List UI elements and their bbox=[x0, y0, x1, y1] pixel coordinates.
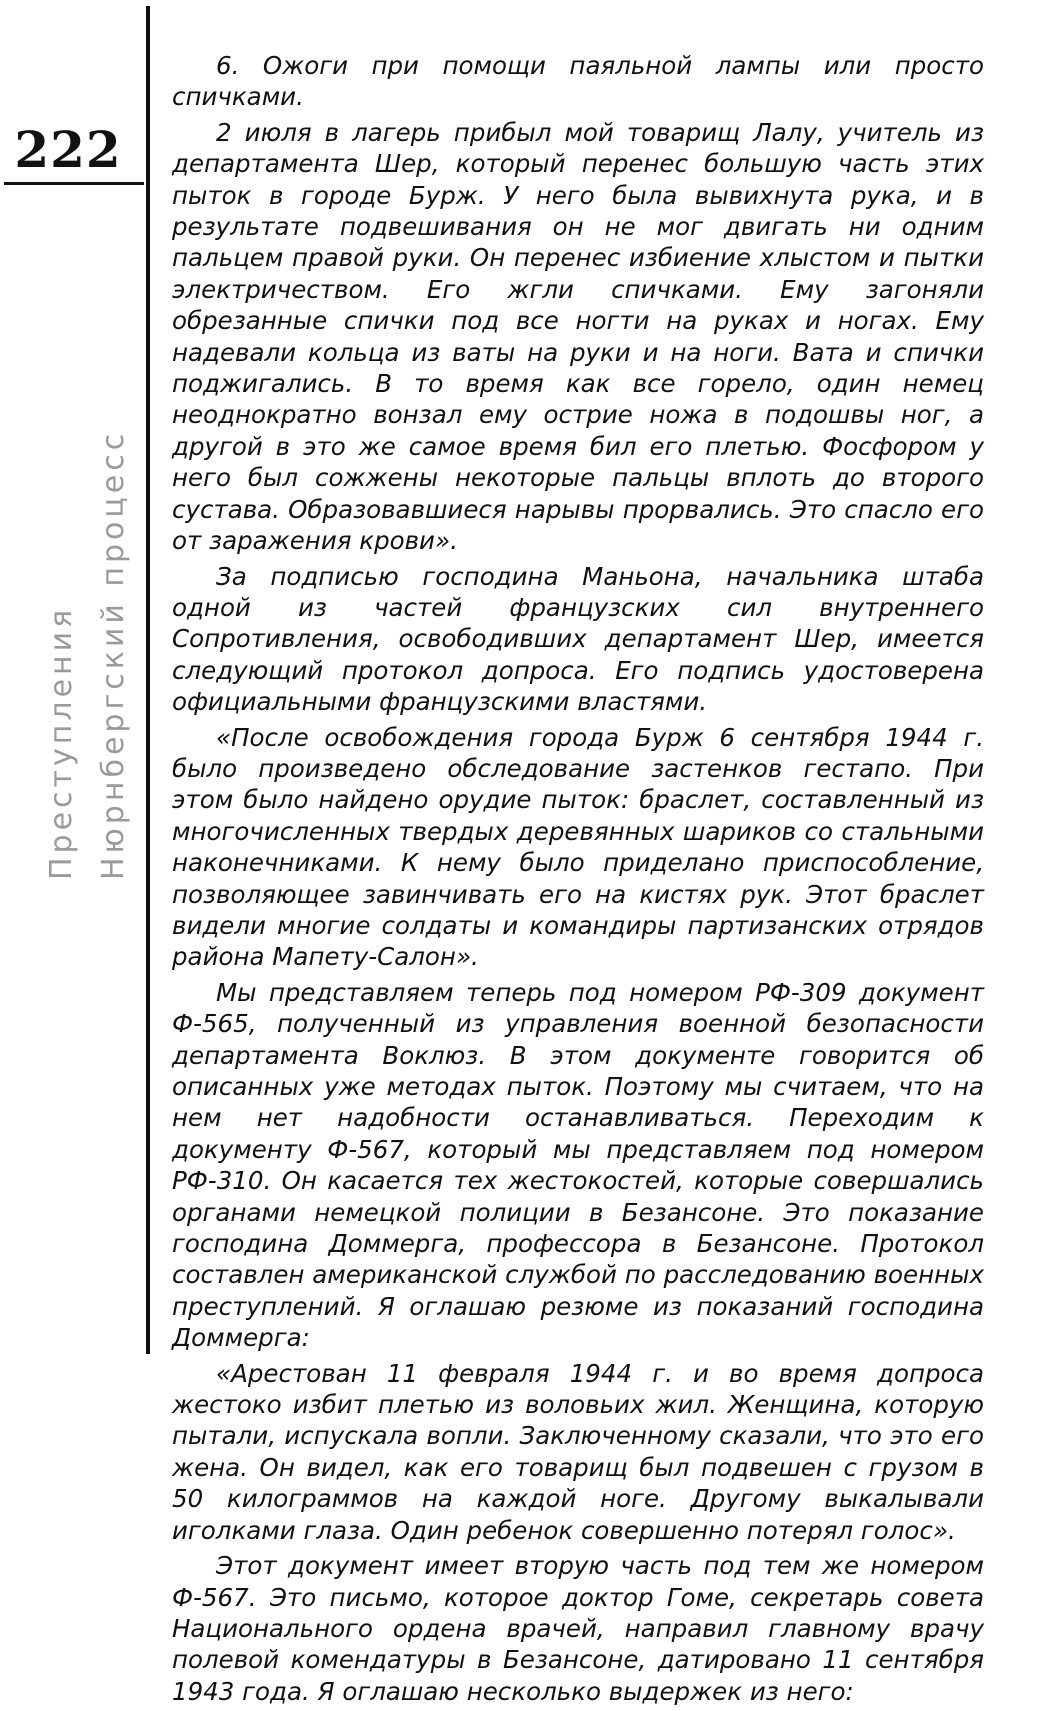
paragraph: Мы представляем теперь под номером РФ-309 документ Ф-565, полученный из управления военной безопасности департамента Воклюз. В этом документе говорится об описанных уже методах пыток. Поэтому мы считаем, что на нем нет надобности останавливаться. Переходим к документу Ф-567, который мы представляем под номером РФ-310. Он касается тех жестокостей, которые совершались органами немецкой полиции в Безансоне. Это показание господина Доммерга, профессора в Безансоне. Протокол составлен американской службой по расследованию военных преступлений. Я оглашаю резюме из показаний господина Доммерга: bbox=[172, 977, 984, 1353]
running-title-faded: Преступления bbox=[44, 605, 79, 880]
paragraph: 2 июля в лагерь прибыл мой товарищ Лалу, учитель из департамента Шер, который перенес большую часть этих пыток в городе Бурж. У него была вывихнута рука, и в результате подвешивания он не мог двигать ни одним пальцем правой руки. Он перенес избиение хлыстом и пытки электричеством. Его жгли спичками. Ему загоняли обрезанные спички под все ногти на руках и ногах. Ему надевали кольца из ваты на руки и на ноги. Вата и спички поджигались. В то время как все горело, один немец неоднократно вонзал ему острие ножа в подошвы ног, а другой в это же самое время бил его плетью. Фосфором у него был сожжены некоторые пальцы вплоть до второго сустава. Образовавшиеся нарывы прорвались. Это спасло его от заражения крови». bbox=[172, 117, 984, 556]
paragraph: За подписью господина Маньона, начальника штаба одной из частей французских сил внутреннего Сопротивления, освободивших департамент Шер, имеется следующий протокол допроса. Его подпись удостоверена официальными французскими властями. bbox=[172, 561, 984, 717]
page-number: 222 bbox=[14, 120, 122, 179]
running-title-faded-2: Нюрнбергский процесс bbox=[96, 429, 131, 880]
body-text bbox=[172, 50, 984, 1711]
paragraph: 6. Ожоги при помощи паяльной лампы или просто спичками. bbox=[172, 51, 984, 112]
header-rule bbox=[4, 182, 144, 185]
paragraph: «После освобождения города Бурж 6 сентября 1944 г. было произведено обследование застенков гестапо. При этом было найдено орудие пыток: браслет, составленный из многочисленных твердых деревянных шариков со стальными наконечниками. К нему было приделано приспособление, позволяющее завинчивать его на кистях рук. Этот браслет видели многие солдаты и командиры партизанских отрядов района Мапету-Салон». bbox=[172, 722, 984, 972]
paragraph: «Арестован 11 февраля 1944 г. и во время допроса жестоко избит плетью из воловьих жил. Женщина, которую пытали, испускала вопли. Заключенному сказали, что это его жена. Он видел, как его товарищ был подвешен с грузом в 50 килограммов на каждой ноге. Другому выкалывали иголками глаза. Один ребенок совершенно потерял голос». bbox=[172, 1358, 984, 1545]
margin-divider bbox=[146, 6, 150, 1354]
paragraph: Этот документ имеет вторую часть под тем же номером Ф-567. Это письмо, которое доктор Гоме, секретарь совета Национального ордена врачей, направил главному врачу полевой комендатуры в Безансоне, датировано 11 сентября 1943 года. Я оглашаю несколько выдержек из него: bbox=[172, 1551, 984, 1706]
